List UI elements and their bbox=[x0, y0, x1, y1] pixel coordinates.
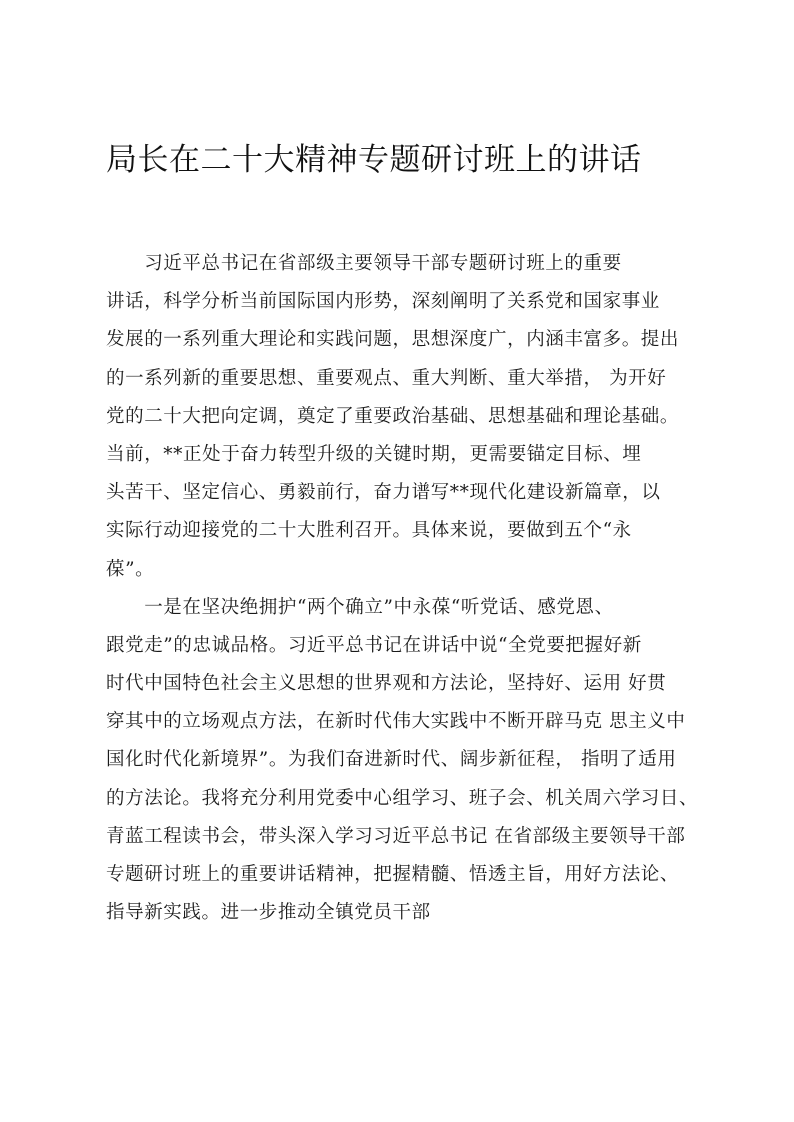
text-line: 当前，**正处于奋力转型升级的关键时期，更需要锚定目标、埋 bbox=[106, 443, 642, 465]
text-line: 习近平总书记在省部级主要领导干部专题研讨班上的重要 bbox=[106, 253, 622, 274]
text-line: 实际行动迎接党的二十大胜利召开。具体来说，要做到五个“永 bbox=[106, 520, 632, 542]
text-line: 一是在坚决绝拥护“两个确立”中永葆“听党话、感党恩、 bbox=[106, 596, 614, 618]
text-line: 讲话，科学分析当前国际国内形势，深刻阐明了关系党和国家事业 bbox=[106, 291, 660, 313]
paragraph-point-one bbox=[106, 589, 726, 933]
text-line: 穿其中的立场观点方法，在新时代伟大实践中不断开辟马克 思主义中 bbox=[106, 711, 686, 733]
text-line: 国化时代化新境界”。为我们奋进新时代、阔步新征程， 指明了适用 bbox=[106, 749, 677, 771]
text-line: 葆”。 bbox=[106, 558, 155, 580]
paragraph-intro bbox=[106, 245, 726, 589]
text-line: 青蓝工程读书会，带头深入学习习近平总书记 在省部级主要领导干部 bbox=[106, 825, 686, 847]
text-line: 发展的一系列重大理论和实践问题，思想深度广，内涵丰富多。提出 bbox=[106, 329, 680, 351]
text-line: 跟党走”的忠诚品格。习近平总书记在讲话中说“全党要把握好新 bbox=[106, 634, 642, 656]
text-line: 专题研讨班上的重要讲话精神，把握精髓、悟透主旨，用好方法论、 bbox=[106, 864, 680, 885]
document-title: 局长在二十大精神专题研讨班上的讲话 bbox=[106, 142, 642, 178]
text-line: 时代中国特色社会主义思想的世界观和方法论，坚持好、运用 好贯 bbox=[106, 673, 667, 695]
text-line: 的一系列新的重要思想、重要观点、重大判断、重大举措， 为开好 bbox=[106, 367, 667, 389]
text-line: 头苦干、坚定信心、勇毅前行，奋力谱写**现代化建设新篇章，以 bbox=[106, 482, 661, 504]
text-line: 指导新实践。进一步推动全镇党员干部 bbox=[106, 902, 431, 924]
text-line: 党的二十大把向定调，奠定了重要政治基础、思想基础和理论基础。 bbox=[106, 405, 680, 427]
document-body bbox=[106, 245, 726, 932]
text-line: 的方法论。我将充分利用党委中心组学习、班子会、机关周六学习日、 bbox=[106, 787, 699, 809]
